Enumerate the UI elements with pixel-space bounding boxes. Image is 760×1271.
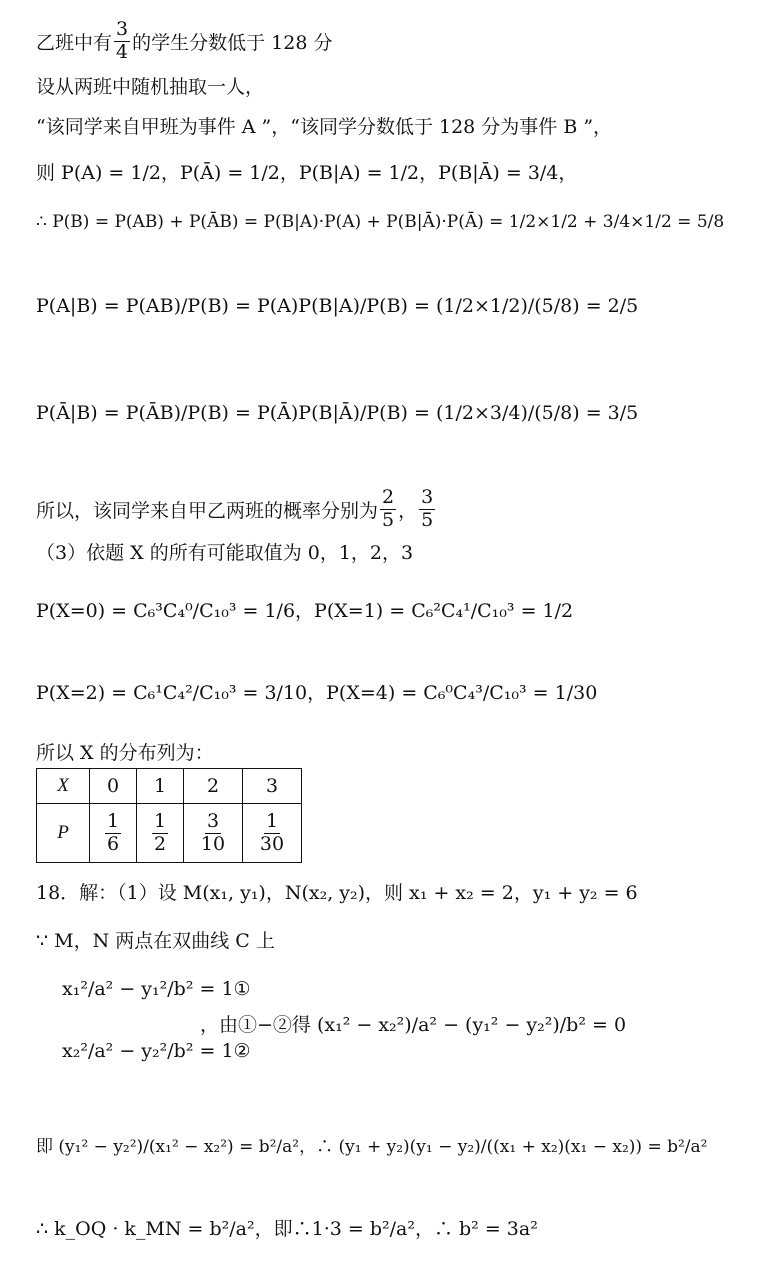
table-cell (243, 804, 302, 863)
line-13: 18．解：（1）设 M(x₁, y₁)，N(x₂, y₂)，则 x₁ + x₂ = 2，y₁ + y₂ = 6 (36, 882, 638, 904)
line-9: （3）依题 X 的所有可能取值为 0，1，2，3 (36, 542, 414, 564)
line-3: “该同学来自甲班为事件 A ”，“该同学分数低于 128 分为事件 B ”， (36, 116, 613, 138)
text: 所以，该同学来自甲乙两班的概率分别为 (36, 499, 379, 522)
fraction (258, 809, 286, 855)
table-cell: 2 (184, 769, 243, 804)
line-7: P(Ā|B) = P(ĀB)/P(B) = P(Ā)P(B|Ā)/P(B) = (1/2×3/4)/(5/8) = 3/5 (36, 402, 639, 424)
numerator: 3 (116, 18, 129, 40)
line-4: 则 P(A) = 1/2，P(Ā) = 1/2，P(B|A) = 1/2，P(B|Ā) = 3/4， (36, 162, 578, 184)
fraction-yi (419, 488, 435, 531)
line-10: P(X=0) = C₆³C₄⁰/C₁₀³ = 1/6，P(X=1) = C₆²C₄¹/C₁₀³ = 1/2 (36, 600, 574, 622)
table-cell: 3 (243, 769, 302, 804)
numerator: 1 (153, 809, 167, 832)
line-15c: ，由①−②得 (x₁² − x₂²)/a² − (y₁² − y₂²)/b² = 0 (200, 1014, 627, 1036)
fraction (105, 809, 121, 855)
table-cell: P (37, 804, 90, 863)
denominator: 10 (200, 832, 226, 855)
line-16: 即 (y₁² − y₂²)/(x₁² − x₂²) = b²/a²，∴ (y₁ + y₂)(y₁ − y₂)/((x₁ + x₂)(x₁ − x₂)) = b²/a² (36, 1137, 708, 1157)
denominator: 30 (259, 832, 285, 855)
table-cell (90, 804, 137, 863)
text: 的学生分数低于 128 分 (132, 31, 333, 54)
table-row (37, 769, 302, 804)
table-cell (137, 804, 184, 863)
line-14: ∵ M，N 两点在双曲线 C 上 (36, 930, 275, 952)
table-cell: 1 (137, 769, 184, 804)
line-17: ∴ k_OQ · k_MN = b²/a²，即∴1·3 = b²/a²，∴ b² = 3a² (36, 1218, 538, 1240)
numerator: 3 (421, 486, 434, 508)
denominator: 6 (106, 832, 120, 855)
line-1 (36, 20, 332, 63)
numerator: 3 (206, 809, 220, 832)
comma: ， (398, 499, 418, 522)
line-15b: x₂²/a² − y₂²/b² = 1② (62, 1040, 251, 1062)
line-15a: x₁²/a² − y₁²/b² = 1① (62, 978, 251, 1000)
line-8 (36, 488, 437, 531)
distribution-table (36, 768, 302, 863)
denominator: 5 (382, 508, 395, 531)
table-cell: 0 (90, 769, 137, 804)
table-row (37, 804, 302, 863)
denominator: 5 (421, 508, 434, 531)
line-12: 所以 X 的分布列为： (36, 742, 214, 764)
line-5: ∴ P(B) = P(AB) + P(ĀB) = P(B|A)·P(A) + P(B|Ā)·P(Ā) = 1/2×1/2 + 3/4×1/2 = 5/8 (36, 212, 725, 232)
fraction (199, 809, 227, 855)
fraction (114, 20, 130, 63)
line-2: 设从两班中随机抽取一人， (36, 76, 265, 98)
numerator: 1 (265, 809, 279, 832)
denominator: 4 (116, 40, 129, 63)
fraction-jia (380, 488, 396, 531)
table-cell: X (37, 769, 90, 804)
numerator: 1 (106, 809, 120, 832)
fraction (152, 809, 168, 855)
line-11: P(X=2) = C₆¹C₄²/C₁₀³ = 3/10，P(X=4) = C₆⁰C₄³/C₁₀³ = 1/30 (36, 682, 598, 704)
numerator: 2 (382, 486, 395, 508)
table-cell (184, 804, 243, 863)
text: 乙班中有 (36, 31, 113, 54)
line-6: P(A|B) = P(AB)/P(B) = P(A)P(B|A)/P(B) = (1/2×1/2)/(5/8) = 2/5 (36, 295, 639, 317)
denominator: 2 (153, 832, 167, 855)
